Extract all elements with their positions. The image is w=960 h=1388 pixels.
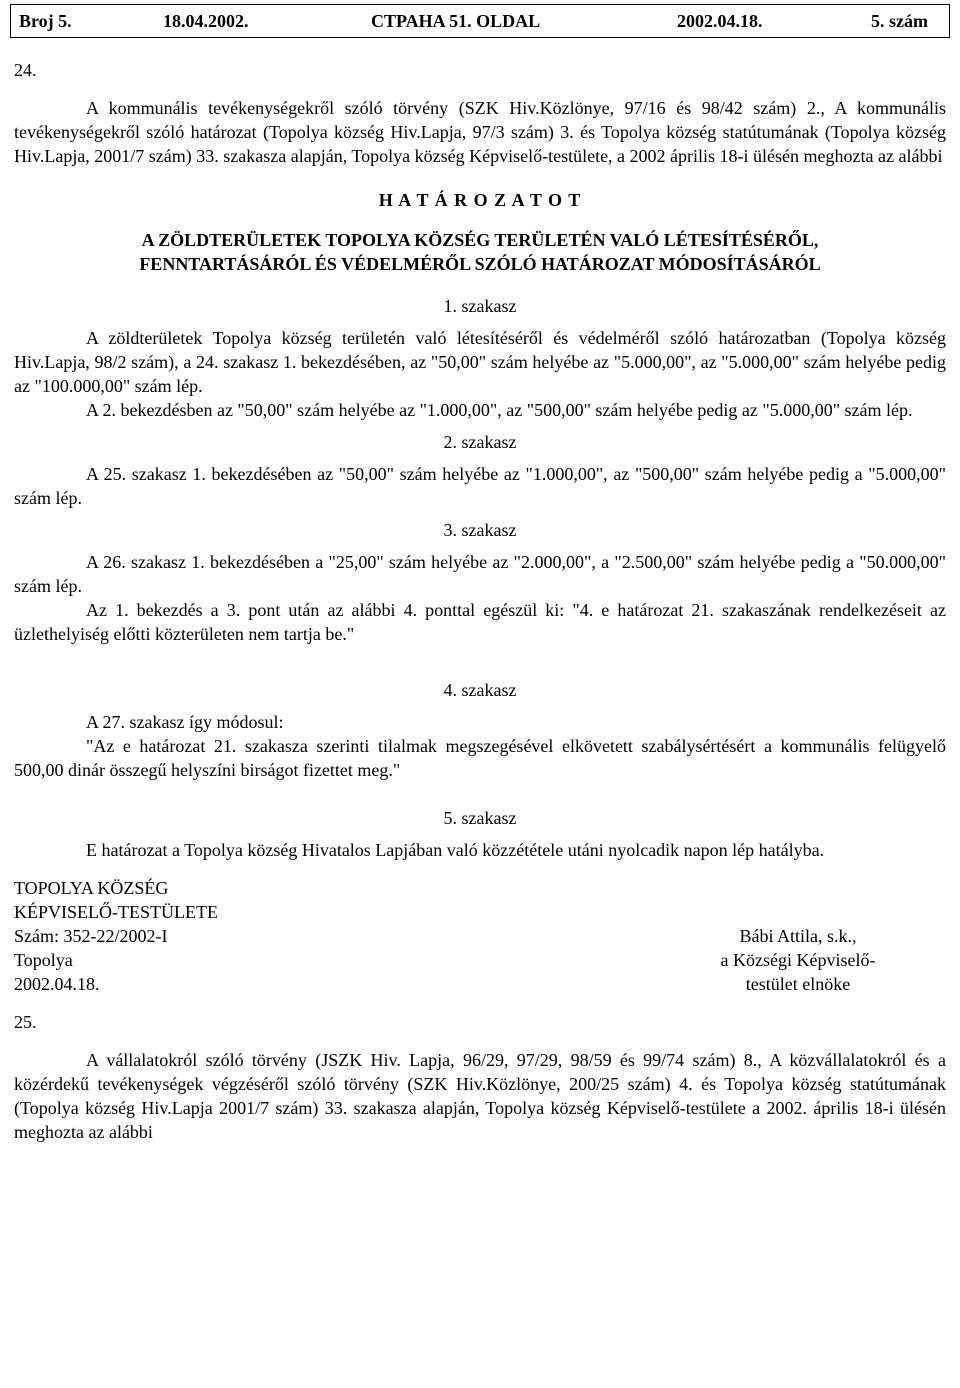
decision-title-line-1: A ZÖLDTERÜLETEK TOPOLYA KÖZSÉG TERÜLETÉN VALÓ LÉTESÍTÉSÉRŐL,	[141, 230, 819, 250]
decision-25-number: 25.	[14, 1012, 37, 1032]
section-1-paragraph-2: A 2. bekezdésben az "50,00" szám helyébe az "1.000,00", az "500,00" szám helyébe pedig az "5.000,00" szám lép.	[86, 400, 913, 420]
section-3-paragraph-2: Az 1. bekezdés a 3. pont után az alábbi 4. ponttal egészül ki: "4. e határozat 21. szakaszának rendelkezéseit az üzlethelyiség előtti közterületen nem tartja be."	[14, 600, 946, 644]
section-2-title: 2. szakasz	[443, 432, 517, 452]
signatory-role-line-1: a Községi Képviselő-	[720, 950, 876, 970]
section-5-title: 5. szakasz	[443, 808, 517, 828]
header-issue-right: 5. szám	[871, 11, 928, 31]
reference-number: Szám: 352-22/2002-I	[14, 926, 168, 946]
section-1-paragraph-1: A zöldterületek Topolya község területén való létesítéséről és védelméről szóló határozatban (Topolya község Hiv.Lapja, 98/2 szám), a 24. szakasz 1. bekezdésében, az "50,00" szám helyébe az "5.000,00", az "5.000,00" szám helyébe pedig az "100.000,00" szám lép.	[14, 328, 946, 396]
decision-preamble: A kommunális tevékenységekről szóló törvény (SZK Hiv.Közlönye, 97/16 és 98/42 szám) 2., A kommunális tevékenységekről szóló határozat (Topolya község Hiv.Lapja, 97/3 szám) 3. és Topolya község statútumának (Topolya község Hiv.Lapja, 2001/7 szám) 33. szakasza alapján, Topolya község Képviselő-testülete, a 2002 április 18-i ülésén meghozta az alábbi	[14, 98, 946, 166]
decision-title	[14, 228, 946, 276]
header-page-number: CTPAHA 51. OLDAL	[371, 11, 541, 31]
header-date-left: 18.04.2002.	[163, 11, 249, 31]
section-4-title: 4. szakasz	[443, 680, 517, 700]
section-4-paragraph-2: "Az e határozat 21. szakasza szerinti tilalmak megszegésével elkövetett szabálysértésért a kommunális felügyelő 500,00 dinár összegű helyszíni birságot fizettet meg."	[14, 736, 946, 780]
section-2-paragraph-1: A 25. szakasz 1. bekezdésében az "50,00" szám helyébe az "1.000,00", az "500,00" szám helyébe pedig a "5.000,00" szám lép.	[14, 464, 946, 508]
decision-title-line-2: FENNTARTÁSÁRÓL ÉS VÉDELMÉRŐL SZÓLÓ HATÁROZAT MÓDOSÍTÁSÁRÓL	[139, 254, 821, 274]
decision-25-preamble: A vállalatokról szóló törvény (JSZK Hiv. Lapja, 96/29, 97/29, 98/59 és 99/74 szám) 8., A közvállalatokról és a közérdekű tevékenységek végzéséről szóló törvény (SZK Hiv.Közlönye, 200/25 szám) 4. és Topolya község statútumának (Topolya község Hiv.Lapja 2001/7 szám) 33. szakasza alapján, Topolya község Képviselő-testülete a 2002. április 18-i ülésén meghozta az alábbi	[14, 1050, 946, 1142]
issue-place: Topolya	[14, 950, 73, 970]
issuer-municipality: TOPOLYA KÖZSÉG	[14, 878, 169, 898]
issuer-block	[14, 876, 218, 996]
page-header	[10, 4, 950, 38]
section-3-paragraph-1: A 26. szakasz 1. bekezdésében a "25,00" szám helyébe az "2.000,00", a "2.500,00" szám helyébe pedig a "50.000,00" szám lép.	[14, 552, 946, 596]
section-1-title: 1. szakasz	[443, 296, 517, 316]
issue-date: 2002.04.18.	[14, 974, 100, 994]
section-5-paragraph-1: E határozat a Topolya község Hivatalos Lapjában való közzététele utáni nyolcadik napon lép hatályba.	[86, 840, 825, 860]
signature-block	[14, 876, 946, 996]
section-3-title: 3. szakasz	[443, 520, 517, 540]
issuer-assembly: KÉPVISELŐ-TESTÜLETE	[14, 902, 218, 922]
header-issue: Broj 5.	[19, 11, 72, 31]
signatory-name: Bábi Attila, s.k.,	[739, 926, 857, 946]
decision-number: 24.	[14, 60, 37, 80]
decision-heading: H A T Á R O Z A T O T	[378, 190, 582, 210]
signatory-block	[678, 924, 918, 996]
section-4-paragraph-1: A 27. szakasz így módosul:	[86, 712, 284, 732]
document-body	[14, 58, 946, 1144]
signatory-role-line-2: testület elnöke	[745, 974, 851, 994]
header-date-right: 2002.04.18.	[677, 11, 763, 31]
